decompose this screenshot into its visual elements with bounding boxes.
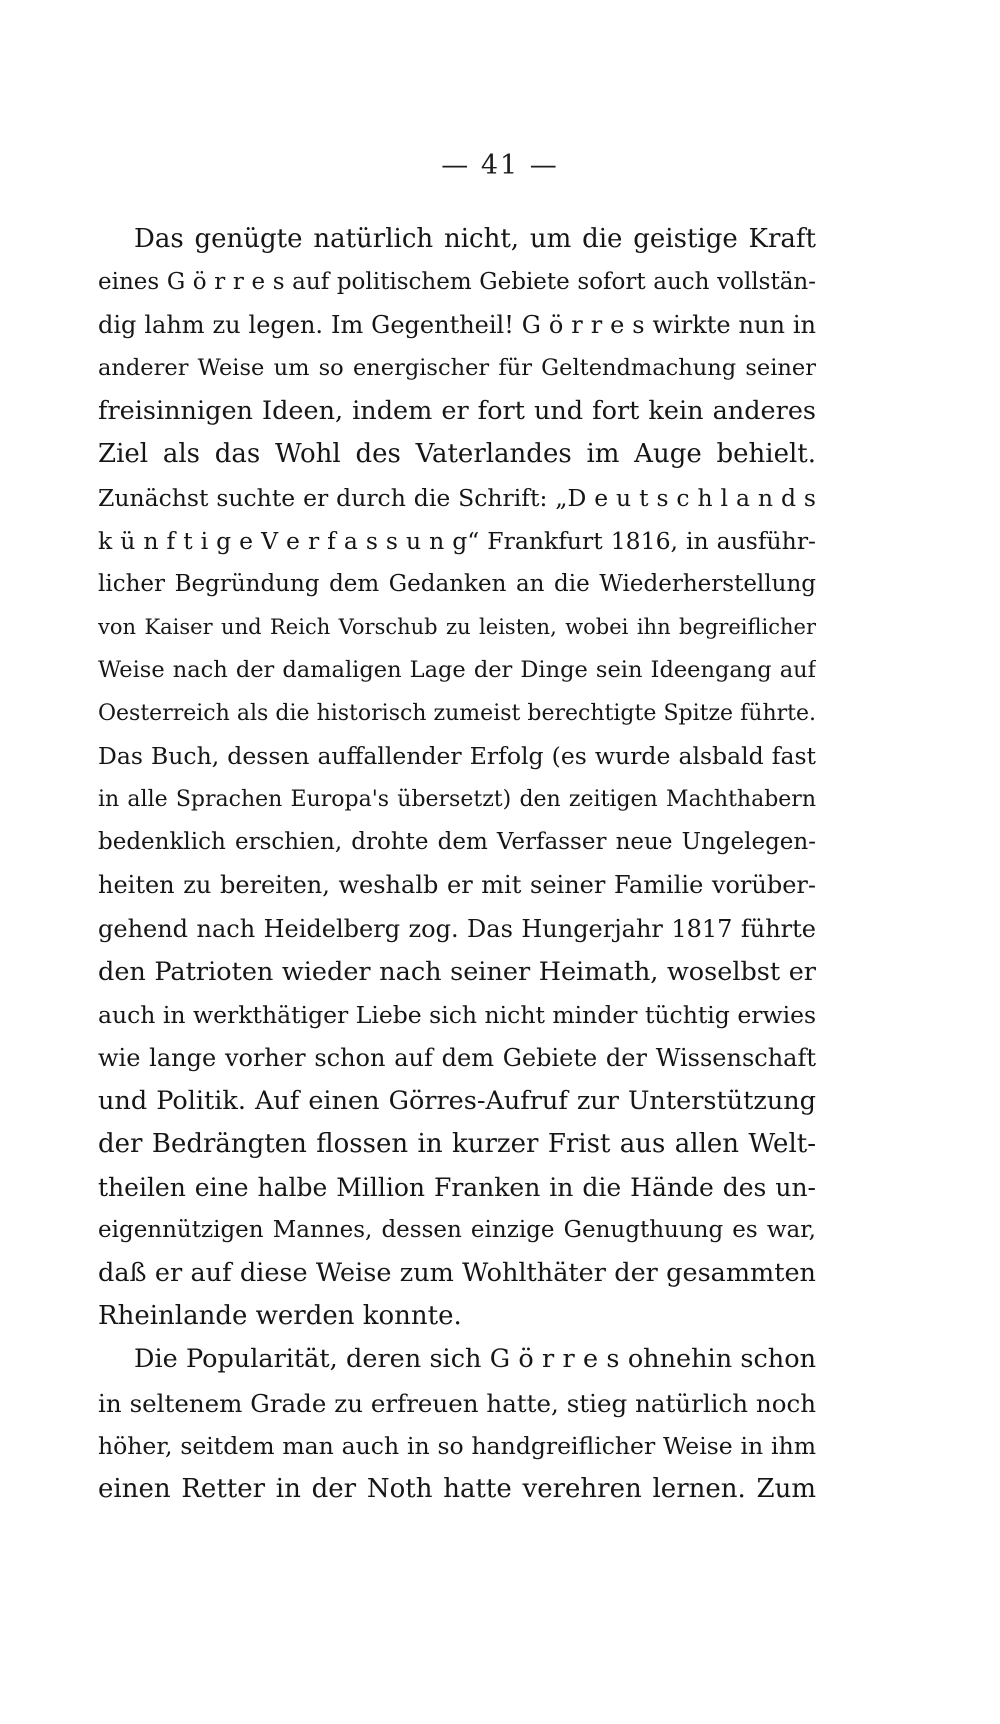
paragraph-2 [98, 1338, 816, 1510]
text-line: auch in werkthätiger Liebe sich nicht minder tüchtig erwies [98, 1000, 816, 1029]
text-line: Das Buch, dessen auffallender Erfolg (es wurde alsbald fast [98, 742, 816, 771]
body-text [98, 218, 816, 1511]
text-line: der Bedrängten flossen in kurzer Frist aus allen Welt- [98, 1128, 816, 1159]
text-line: gehend nach Heidelberg zog. Das Hungerjahr 1817 führte [98, 914, 816, 943]
text-line: daß er auf diese Weise zum Wohlthäter der gesammten [98, 1258, 816, 1289]
text-line: heiten zu bereiten, weshalb er mit seiner Familie vorüber- [98, 871, 816, 900]
text-line: theilen eine halbe Million Franken in die Hände des un- [98, 1173, 816, 1203]
text-line: den Patrioten wieder nach seiner Heimath, woselbst er [98, 956, 816, 987]
text-line: in alle Sprachen Europa's übersetzt) den zeitigen Machthabern [98, 787, 816, 813]
text-line: Weise nach der damaligen Lage der Dinge sein Ideengang auf [98, 656, 816, 683]
text-line: bedenklich erschien, drohte dem Verfasser neue Ungelegen- [98, 829, 816, 856]
text-line: und Politik. Auf einen Görres-Aufruf zur Unterstützung [98, 1085, 816, 1116]
text-line: Die Popularität, deren sich G ö r r e s ohnehin schon [134, 1344, 816, 1375]
text-line: von Kaiser und Reich Vorschub zu leisten, wobei ihn begreiflicher [98, 614, 816, 639]
text-line: in seltenem Grade zu erfreuen hatte, stieg natürlich noch [98, 1388, 816, 1418]
text-line: k ü n f t i g e V e r f a s s u n g“ Frankfurt 1816, in ausführ- [98, 526, 816, 555]
text-line: höher, seitdem man auch in so handgreiflicher Weise in ihm [98, 1431, 816, 1460]
text-line: Oesterreich als die historisch zumeist berechtigte Spitze führte. [98, 701, 816, 727]
text-line: Zunächst suchte er durch die Schrift: „D e u t s c h l a n d s [98, 483, 816, 512]
text-line: wie lange vorher schon auf dem Gebiete der Wissenschaft [98, 1043, 816, 1072]
text-line: dig lahm zu legen. Im Gegentheil! G ö r r e s wirkte nun in [98, 311, 816, 340]
page-number: — 41 — [441, 150, 559, 181]
text-line: einen Retter in der Noth hatte verehren lernen. Zum [98, 1473, 816, 1504]
text-line: eigennützigen Mannes, dessen einzige Genugthuung es war, [98, 1217, 816, 1244]
text-line: Das genügte natürlich nicht, um die geistige Kraft [134, 224, 816, 254]
text-line: Ziel als das Wohl des Vaterlandes im Auge behielt. [98, 439, 816, 470]
text-line: eines G ö r r e s auf politischem Gebiete sofort auch vollstän- [98, 269, 816, 296]
paragraph-1 [98, 218, 816, 1338]
text-line: licher Begründung dem Gedanken an die Wiederherstellung [98, 570, 816, 597]
text-line: Rheinlande werden konnte. [98, 1301, 462, 1332]
text-line: anderer Weise um so energischer für Geltendmachung seiner [98, 355, 816, 382]
text-line: freisinnigen Ideen, indem er fort und fort kein anderes [98, 396, 816, 427]
